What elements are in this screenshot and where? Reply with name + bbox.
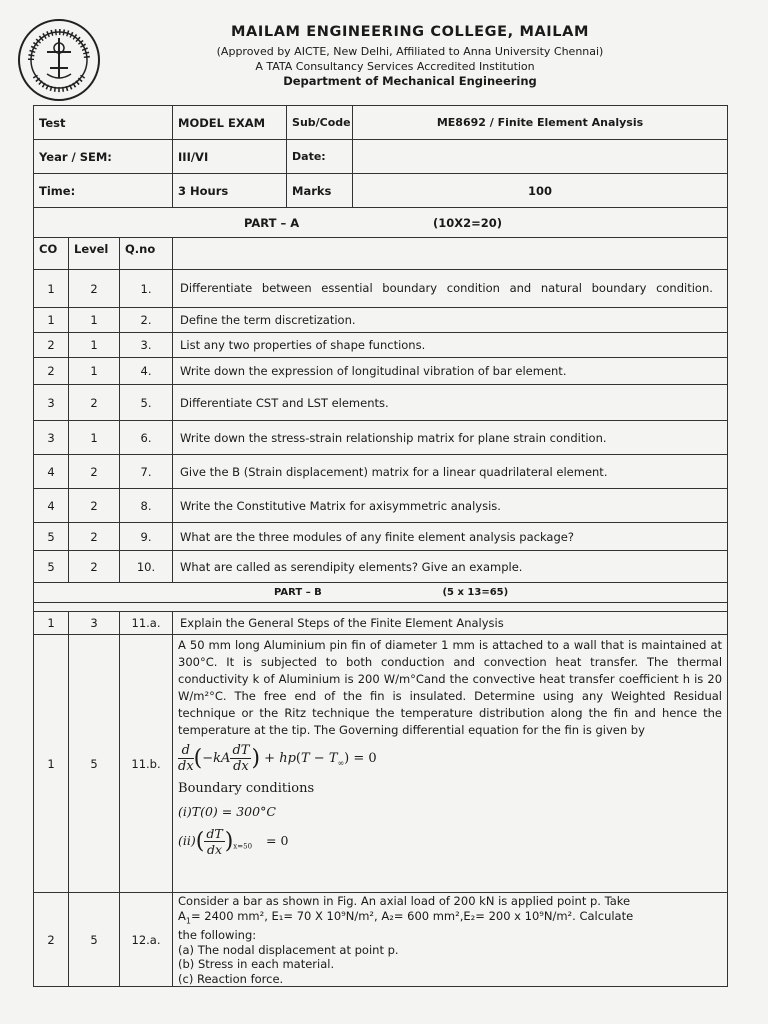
subcode-value: ME8692 / Finite Element Analysis bbox=[353, 106, 728, 140]
question-text: Write the Constitutive Matrix for axisymmetric analysis. bbox=[173, 489, 728, 523]
question-co: 1 bbox=[34, 270, 69, 308]
subcode-label: Sub/Code bbox=[287, 106, 353, 140]
question-text: Give the B (Strain displacement) matrix for a linear quadrilateral element. bbox=[173, 455, 728, 489]
question-level: 2 bbox=[69, 455, 120, 489]
question-row bbox=[34, 385, 728, 421]
question-row bbox=[34, 489, 728, 523]
question-level: 5 bbox=[69, 893, 120, 987]
question-row bbox=[34, 270, 728, 308]
accreditation-line: A TATA Consultancy Services Accredited Institution bbox=[255, 60, 535, 73]
col-level: Level bbox=[69, 238, 120, 270]
question-text: Differentiate CST and LST elements. bbox=[173, 385, 728, 421]
question-number: 1. bbox=[120, 270, 173, 308]
question-row bbox=[34, 333, 728, 358]
question-text: What are called as serendipity elements? Give an example. bbox=[173, 551, 728, 583]
col-co: CO bbox=[34, 238, 69, 270]
question-number: 2. bbox=[120, 308, 173, 333]
spacer-row bbox=[34, 603, 728, 612]
question-co: 3 bbox=[34, 421, 69, 455]
part-a-title: PART – A bbox=[244, 215, 300, 230]
question-row bbox=[34, 455, 728, 489]
question-level: 1 bbox=[69, 333, 120, 358]
boundary-condition-1: (i)T(0) = 300°C bbox=[178, 804, 276, 819]
exam-table bbox=[33, 105, 728, 987]
question-co: 2 bbox=[34, 893, 69, 987]
question-number: 11.b. bbox=[120, 635, 173, 893]
date-value bbox=[353, 140, 728, 174]
question-row bbox=[34, 523, 728, 551]
q12a-a1-symbol: A bbox=[178, 908, 186, 923]
question-number: 4. bbox=[120, 358, 173, 385]
question-text: Write down the stress-strain relationship matrix for plane strain condition. bbox=[173, 421, 728, 455]
part-a-marks: (10X2=20) bbox=[433, 215, 503, 230]
question-co: 1 bbox=[34, 635, 69, 893]
question-co: 2 bbox=[34, 333, 69, 358]
question-row bbox=[34, 551, 728, 583]
question-co: 4 bbox=[34, 455, 69, 489]
question-text: What are the three modules of any finite element analysis package? bbox=[173, 523, 728, 551]
question-11b-cell bbox=[173, 635, 728, 893]
marks-value: 100 bbox=[353, 174, 728, 208]
q12a-line-3: the following: bbox=[178, 928, 257, 943]
exam-info-row bbox=[34, 140, 728, 174]
q12a-line-2-text: = 2400 mm², E₁= 70 X 10⁹N/m², A₂= 600 mm²,E₂= 200 x 10⁹N/m². Calculate bbox=[190, 908, 634, 923]
part-b-title: PART – B bbox=[274, 587, 322, 598]
question-number: 7. bbox=[120, 455, 173, 489]
question-row bbox=[34, 308, 728, 333]
question-level: 2 bbox=[69, 385, 120, 421]
college-name: MAILAM ENGINEERING COLLEGE, MAILAM bbox=[231, 24, 589, 40]
question-number: 3. bbox=[120, 333, 173, 358]
approval-line: (Approved by AICTE, New Delhi, Affiliated to Anna University Chennai) bbox=[216, 45, 604, 58]
exam-header bbox=[110, 24, 710, 89]
question-text: Write down the expression of longitudinal vibration of bar element. bbox=[173, 358, 728, 385]
question-text: List any two properties of shape functions. bbox=[173, 333, 728, 358]
exam-info-row bbox=[34, 174, 728, 208]
question-row bbox=[34, 612, 728, 635]
exam-info-row bbox=[34, 106, 728, 140]
question-level: 2 bbox=[69, 523, 120, 551]
governing-equation: $\frac{d}{dx}$ (−kA $\frac{dT}{dx}$ ) + $hp(T - T_\infty) = 0$ bbox=[178, 743, 377, 774]
question-number: 12.a. bbox=[120, 893, 173, 987]
question-level: 5 bbox=[69, 635, 120, 893]
col-qno: Q.no bbox=[120, 238, 173, 270]
boundary-condition-2: (ii)( $\frac{dT}{dx}$ )$_{x=50} = 0$ bbox=[178, 826, 289, 857]
question-number: 6. bbox=[120, 421, 173, 455]
question-co: 3 bbox=[34, 385, 69, 421]
question-number: 5. bbox=[120, 385, 173, 421]
question-row bbox=[34, 358, 728, 385]
time-label: Time: bbox=[34, 174, 173, 208]
question-text: Explain the General Steps of the Finite Element Analysis bbox=[173, 612, 728, 635]
question-level: 1 bbox=[69, 358, 120, 385]
question-co: 5 bbox=[34, 551, 69, 583]
question-level: 3 bbox=[69, 612, 120, 635]
part-b-header bbox=[34, 583, 728, 603]
time-value: 3 Hours bbox=[173, 174, 287, 208]
question-co: 1 bbox=[34, 308, 69, 333]
question-12a-cell bbox=[173, 893, 728, 987]
column-header-row bbox=[34, 238, 728, 270]
question-co: 2 bbox=[34, 358, 69, 385]
test-value: MODEL EXAM bbox=[173, 106, 287, 140]
question-level: 2 bbox=[69, 551, 120, 583]
question-number: 8. bbox=[120, 489, 173, 523]
date-label: Date: bbox=[287, 140, 353, 174]
marks-label: Marks bbox=[287, 174, 353, 208]
question-number: 10. bbox=[120, 551, 173, 583]
question-text: A 50 mm long Aluminium pin fin of diameter 1 mm is attached to a wall that is maintained at 300°C. It is subjected to both conduction and convection heat transfer. The thermal conductivity k of Aluminium is 200 W/m°Cand the convective heat transfer coefficient h is 20 W/m²°C. The free end of the fin is insulated. Determine using any Weighted Residual technique or the Ritz technique the temperature distribution along the fin and hence the temperature at the tip. The Governing differential equation for the fin is given by bbox=[178, 638, 723, 737]
part-a-header bbox=[34, 208, 728, 238]
q12a-item-c: (c) Reaction force. bbox=[178, 971, 284, 986]
question-number: 11.a. bbox=[120, 612, 173, 635]
q12a-item-a: (a) The nodal displacement at point p. bbox=[178, 942, 399, 957]
question-level: 2 bbox=[69, 270, 120, 308]
question-text: Differentiate between essential boundary condition and natural boundary condition. bbox=[173, 270, 728, 308]
question-row bbox=[34, 421, 728, 455]
part-b-marks: (5 x 13=65) bbox=[442, 587, 509, 598]
question-row bbox=[34, 893, 728, 987]
question-level: 1 bbox=[69, 308, 120, 333]
question-co: 4 bbox=[34, 489, 69, 523]
question-number: 9. bbox=[120, 523, 173, 551]
question-level: 2 bbox=[69, 489, 120, 523]
year-label: Year / SEM: bbox=[34, 140, 173, 174]
test-label: Test bbox=[34, 106, 173, 140]
year-value: III/VI bbox=[173, 140, 287, 174]
question-text: Define the term discretization. bbox=[173, 308, 728, 333]
q12a-line-1: Consider a bar as shown in Fig. An axial load of 200 kN is applied point p. Take bbox=[178, 894, 631, 908]
question-row bbox=[34, 635, 728, 893]
bc2-subscript: x=50 bbox=[233, 842, 253, 851]
bc2-rhs: = 0 bbox=[266, 833, 289, 848]
boundary-conditions-title: Boundary conditions bbox=[178, 781, 315, 796]
q12a-line-2: $A_1= 2400$ mm², E₁= 70 X 10⁹N/m², A₂= 600 mm²,E₂= 200 x 10⁹N/m². Calculate bbox=[178, 908, 634, 925]
bc2-label: (ii) bbox=[178, 833, 196, 848]
q12a-item-b: (b) Stress in each material. bbox=[178, 957, 335, 972]
question-co: 1 bbox=[34, 612, 69, 635]
question-co: 5 bbox=[34, 523, 69, 551]
department-name: Department of Mechanical Engineering bbox=[283, 74, 537, 88]
question-level: 1 bbox=[69, 421, 120, 455]
